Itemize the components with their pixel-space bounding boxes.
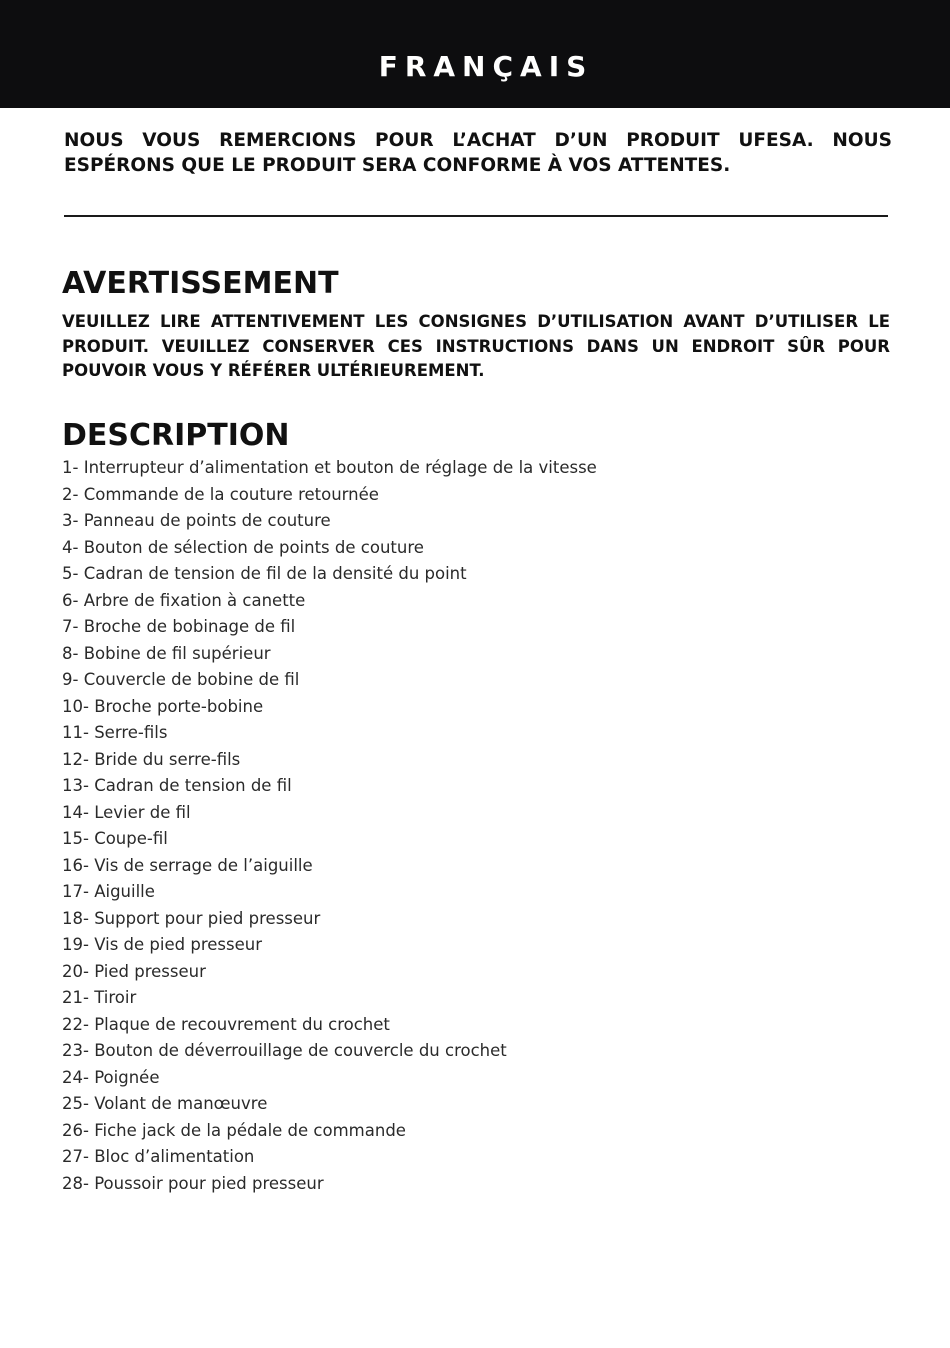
list-item: 13- Cadran de tension de fil — [62, 776, 292, 795]
list-item: 16- Vis de serrage de l’aiguille — [62, 855, 313, 875]
description-heading: DESCRIPTION — [62, 418, 290, 453]
warning-heading: AVERTISSEMENT — [62, 266, 339, 301]
list-item: 14- Levier de fil — [62, 802, 191, 822]
parts-list — [62, 455, 597, 1197]
divider-line — [64, 215, 888, 217]
list-item: 8- Bobine de fil supérieur — [62, 643, 271, 663]
list-item: 21- Tiroir — [62, 988, 137, 1007]
warning-text: VEUILLEZ LIRE ATTENTIVEMENT LES CONSIGNES D’UTILISATION AVANT D’UTILISER LE PRODUIT. VEUILLEZ CONSERVER CES INSTRUCTIONS DANS UN ENDROIT SÛR POUR POUVOIR VOUS Y RÉFÉRER ULTÉRIEUREMENT. — [62, 312, 890, 380]
list-item: 23- Bouton de déverrouillage de couvercle du crochet — [62, 1041, 507, 1060]
list-item: 4- Bouton de sélection de points de couture — [62, 537, 424, 557]
list-item: 12- Bride du serre-fils — [62, 749, 241, 769]
list-item: 26- Fiche jack de la pédale de commande — [62, 1120, 406, 1140]
list-item: 10- Broche porte-bobine — [62, 696, 264, 716]
list-item: 5- Cadran de tension de fil de la densité du point — [62, 564, 467, 583]
list-item: 28- Poussoir pour pied presseur — [62, 1173, 324, 1193]
list-item: 25- Volant de manœuvre — [62, 1094, 268, 1113]
language-title: FRANÇAIS — [378, 50, 594, 83]
list-item: 19- Vis de pied presseur — [62, 935, 262, 954]
language-header-band — [0, 0, 950, 108]
list-item: 2- Commande de la couture retournée — [62, 484, 379, 504]
list-item: 1- Interrupteur d’alimentation et bouton de réglage de la vitesse — [62, 458, 597, 477]
list-item: 22- Plaque de recouvrement du crochet — [62, 1014, 390, 1034]
list-item: 15- Coupe-fil — [62, 829, 168, 848]
list-item: 18- Support pour pied presseur — [62, 908, 321, 928]
list-item: 27- Bloc d’alimentation — [62, 1147, 255, 1166]
list-item: 20- Pied presseur — [62, 961, 206, 981]
list-item: 17- Aiguille — [62, 882, 155, 901]
list-item: 11- Serre-fils — [62, 723, 168, 742]
list-item: 6- Arbre de fixation à canette — [62, 590, 306, 610]
list-item: 3- Panneau de points de couture — [62, 511, 331, 530]
list-item: 9- Couvercle de bobine de fil — [62, 670, 300, 689]
list-item: 24- Poignée — [62, 1067, 160, 1087]
list-item: 7- Broche de bobinage de fil — [62, 617, 296, 636]
thank-you-text: NOUS VOUS REMERCIONS POUR L’ACHAT D’UN PRODUIT UFESA. NOUS ESPÉRONS QUE LE PRODUIT SERA CONFORME À VOS ATTENTES. — [64, 130, 892, 176]
